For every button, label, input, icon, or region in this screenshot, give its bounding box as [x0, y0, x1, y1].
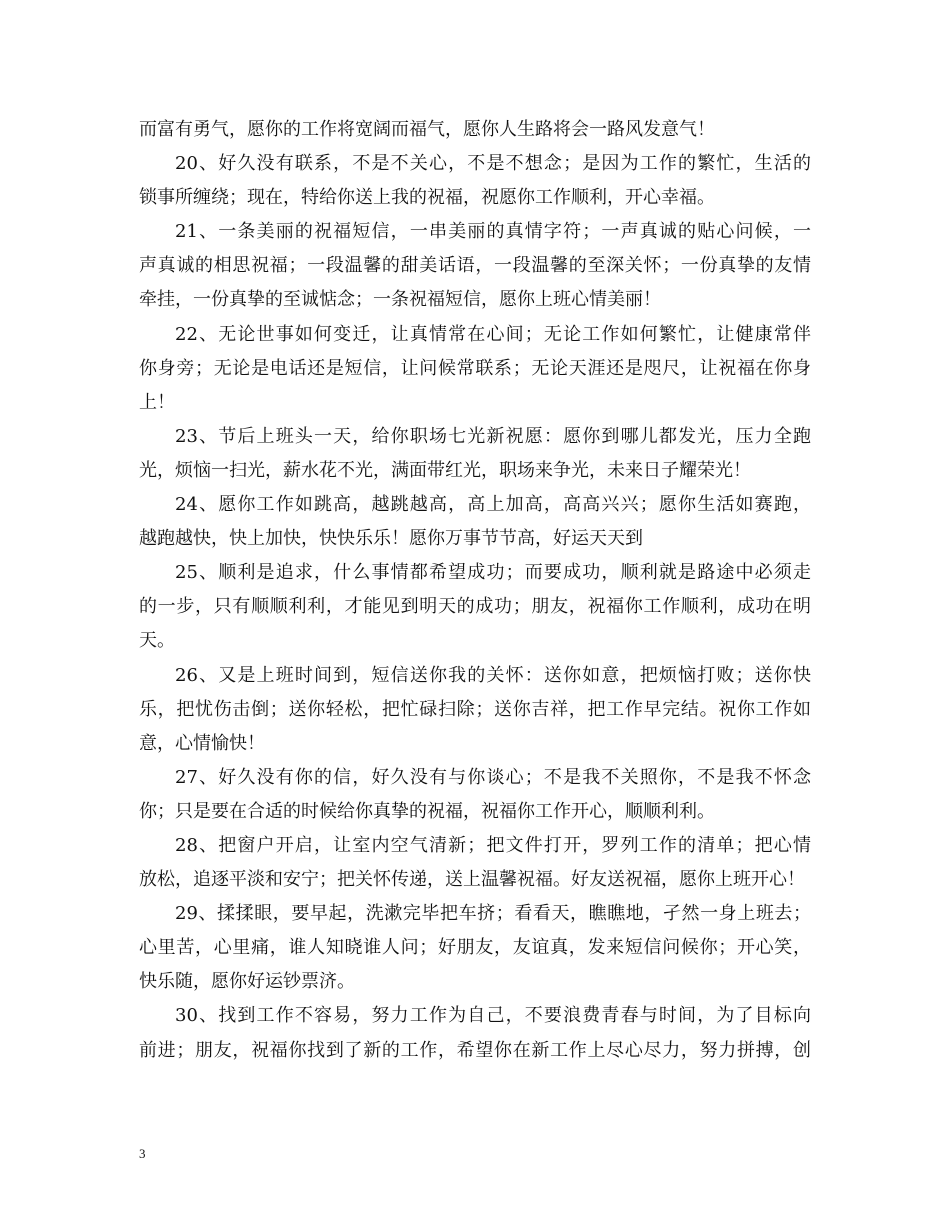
text-line: 25、顺利是追求，什么事情都希望成功；而要成功，顺利就是路途中必须走 — [175, 562, 811, 584]
text-line: 天。 — [139, 630, 175, 652]
text-line: 你；只是要在合适的时候给你真挚的祝福，祝福你工作开心，顺顺利利。 — [139, 800, 715, 822]
text-line: 23、节后上班头一天，给你职场七光新祝愿：愿你到哪儿都发光，压力全跑 — [175, 425, 811, 447]
text-line: 24、愿你工作如跳高，越跳越高，高上加高，高高兴兴；愿你生活如赛跑， — [175, 494, 811, 516]
document-body — [139, 113, 811, 1068]
text-line: 声真诚的相思祝福；一段温馨的甜美话语，一段温馨的至深关怀；一份真挚的友情 — [139, 255, 811, 277]
text-line: 光，烦恼一扫光，薪水花不光，满面带红光，职场来争光，未来日子耀荣光！ — [139, 459, 751, 481]
text-line: 20、好久没有联系，不是不关心，不是不想念；是因为工作的繁忙，生活的 — [175, 153, 811, 175]
text-line: 29、揉揉眼，要早起，洗漱完毕把车挤；看看天，瞧瞧地，孑然一身上班去； — [175, 903, 811, 925]
text-line: 牵挂，一份真挚的至诚惦念；一条祝福短信，愿你上班心情美丽！ — [139, 289, 661, 311]
text-line: 锁事所缠绕；现在，特给你送上我的祝福，祝愿你工作顺利，开心幸福。 — [139, 187, 715, 209]
text-line: 26、又是上班时间到，短信送你我的关怀：送你如意，把烦恼打败；送你快 — [175, 664, 811, 686]
text-line: 22、无论世事如何变迁，让真情常在心间；无论工作如何繁忙，让健康常伴 — [175, 323, 811, 345]
text-line: 越跑越快，快上加快，快快乐乐！愿你万事节节高，好运天天到 — [139, 528, 643, 550]
text-line: 心里苦，心里痛，谁人知晓谁人问；好朋友，友谊真，发来短信问候你；开心笑， — [139, 937, 811, 959]
text-line: 前进；朋友，祝福你找到了新的工作，希望你在新工作上尽心尽力，努力拼搏，创 — [139, 1039, 811, 1061]
text-line: 意，心情愉快！ — [139, 732, 265, 754]
text-line: 30、找到工作不容易，努力工作为自己，不要浪费青春与时间，为了目标向 — [175, 1005, 811, 1027]
text-line: 27、好久没有你的信，好久没有与你谈心；不是我不关照你，不是我不怀念 — [175, 766, 811, 788]
text-line: 快乐随，愿你好运钞票济。 — [139, 971, 355, 993]
text-line: 28、把窗户开启，让室内空气清新；把文件打开，罗列工作的清单；把心情 — [175, 834, 811, 856]
text-line: 乐，把忧伤击倒；送你轻松，把忙碌扫除；送你吉祥，把工作早完结。祝你工作如 — [139, 698, 811, 720]
text-line: 上！ — [139, 391, 175, 413]
text-line: 放松，追逐平淡和安宁；把关怀传递，送上温馨祝福。好友送祝福，愿你上班开心！ — [139, 869, 805, 891]
page-number: 3 — [139, 1146, 146, 1161]
text-line: 你身旁；无论是电话还是短信，让问候常联系；无论天涯还是咫尺，让祝福在你身 — [139, 357, 811, 379]
text-line: 而富有勇气，愿你的工作将宽阔而福气，愿你人生路将会一路风发意气！ — [139, 119, 715, 140]
text-line: 的一步，只有顺顺利利，才能见到明天的成功；朋友，祝福你工作顺利，成功在明 — [139, 596, 811, 618]
text-line: 21、一条美丽的祝福短信，一串美丽的真情字符；一声真诚的贴心问候，一 — [175, 221, 811, 243]
